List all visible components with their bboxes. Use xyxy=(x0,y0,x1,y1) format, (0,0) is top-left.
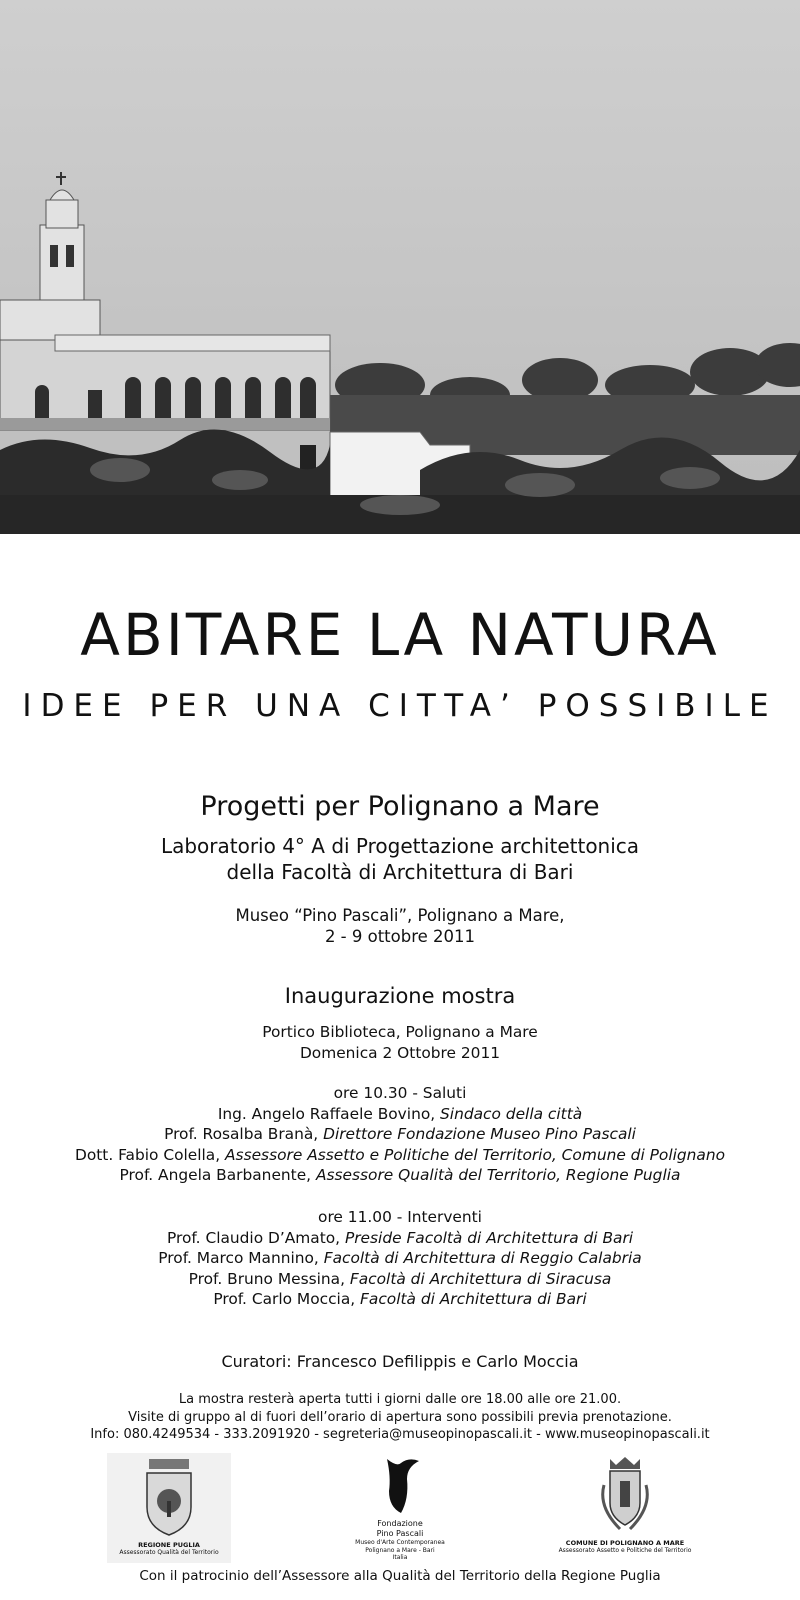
speaker-name: Prof. Bruno Messina, xyxy=(188,1269,350,1288)
projects-heading: Progetti per Polignano a Mare xyxy=(200,791,600,822)
speaker-line xyxy=(0,1269,800,1290)
greetings-section xyxy=(0,1083,800,1186)
venue-info xyxy=(0,905,800,947)
curators: Curatori: Francesco Defilippis e Carlo Moccia xyxy=(221,1352,579,1371)
speaker-line xyxy=(0,1248,800,1269)
speaker-name: Prof. Marco Mannino, xyxy=(158,1249,324,1268)
contact-info: Info: 080.4249534 - 333.2091920 - segreteria@museopinopascali.it - www.museopinopascali.it xyxy=(90,1427,710,1442)
talks-section xyxy=(0,1207,800,1310)
inauguration-date: Domenica 2 Ottobre 2011 xyxy=(299,1043,501,1062)
exhibition-subtitle: IDEE PER UNA CITTA’ POSSIBILE xyxy=(22,688,778,724)
greetings-heading: ore 10.30 - Saluti xyxy=(333,1084,467,1102)
speaker-name: Dott. Fabio Colella, xyxy=(74,1145,226,1164)
regione-puglia-crest-icon xyxy=(139,1457,199,1537)
header-photo xyxy=(0,0,800,534)
speaker-name: Prof. Rosalba Branà, xyxy=(164,1125,324,1144)
speaker-line xyxy=(0,1165,800,1186)
speaker-role: Preside Facoltà di Architettura di Bari xyxy=(344,1228,634,1247)
venue-line-1: Museo “Pino Pascali”, Polignano a Mare, xyxy=(235,906,565,925)
pascali-line-4: Polignano a Mare - Bari xyxy=(365,1546,435,1554)
inauguration-place: Portico Biblioteca, Polignano a Mare xyxy=(262,1023,538,1041)
venue-dates: 2 - 9 ottobre 2011 xyxy=(324,927,476,946)
pascali-line-1: Fondazione xyxy=(377,1519,423,1528)
lab-line-1: Laboratorio 4° A di Progettazione architettonica xyxy=(160,834,640,858)
whale-tail-icon xyxy=(375,1455,425,1515)
inauguration-details xyxy=(0,1022,800,1063)
speaker-line xyxy=(0,1289,800,1310)
speaker-role: Assessore Assetto e Politiche del Territorio, Comune di Polignano xyxy=(225,1145,725,1164)
talks-heading: ore 11.00 - Interventi xyxy=(318,1208,482,1226)
landscape-photo xyxy=(0,0,800,534)
comune-crest-icon xyxy=(590,1455,660,1535)
speaker-name: Prof. Claudio D’Amato, xyxy=(166,1228,345,1247)
speaker-role: Facoltà di Architettura di Siracusa xyxy=(349,1269,612,1288)
puglia-caption: Assessorato Qualità del Territorio xyxy=(119,1549,219,1556)
puglia-name: REGIONE PUGLIA xyxy=(138,1541,200,1549)
speaker-line xyxy=(0,1228,800,1249)
info-block xyxy=(0,1391,800,1444)
speaker-role: Assessore Qualità del Territorio, Regione Puglia xyxy=(315,1166,681,1185)
group-visits: Visite di gruppo al di fuori dell’orario di apertura sono possibili previa prenotazione. xyxy=(128,1409,672,1425)
opening-hours: La mostra resterà aperta tutti i giorni dalle ore 18.00 alle ore 21.00. xyxy=(178,1392,622,1407)
speaker-name: Prof. Angela Barbanente, xyxy=(119,1166,316,1185)
inauguration-heading: Inaugurazione mostra xyxy=(284,984,516,1008)
fondazione-pascali-logo xyxy=(345,1455,455,1562)
speaker-line xyxy=(0,1145,800,1166)
pascali-line-5: Italia xyxy=(392,1554,408,1561)
speaker-line xyxy=(0,1124,800,1145)
pascali-line-2: Pino Pascali xyxy=(376,1529,424,1538)
speaker-role: Facoltà di Architettura di Reggio Calabria xyxy=(323,1249,642,1268)
lab-description xyxy=(0,833,800,885)
speaker-role: Sindaco della città xyxy=(440,1104,583,1123)
regione-puglia-logo xyxy=(107,1453,231,1563)
exhibition-title: ABITARE LA NATURA xyxy=(80,601,720,669)
speaker-name: Prof. Carlo Moccia, xyxy=(213,1290,361,1309)
pascali-line-3: Museo d'Arte Contemporanea xyxy=(355,1539,445,1546)
comune-name: COMUNE DI POLIGNANO A MARE xyxy=(565,1539,685,1547)
speaker-role: Direttore Fondazione Museo Pino Pascali xyxy=(323,1125,636,1144)
speaker-role: Facoltà di Architettura di Bari xyxy=(360,1290,587,1309)
comune-caption: Assessorato Assetto e Politiche del Territorio xyxy=(558,1547,692,1554)
speaker-name: Ing. Angelo Raffaele Bovino, xyxy=(217,1104,441,1123)
lab-line-2: della Facoltà di Architettura di Bari xyxy=(226,860,574,884)
speaker-line xyxy=(0,1104,800,1125)
comune-polignano-logo xyxy=(555,1455,695,1555)
patronage-footer: Con il patrocinio dell’Assessore alla Qualità del Territorio della Regione Puglia xyxy=(139,1568,661,1584)
